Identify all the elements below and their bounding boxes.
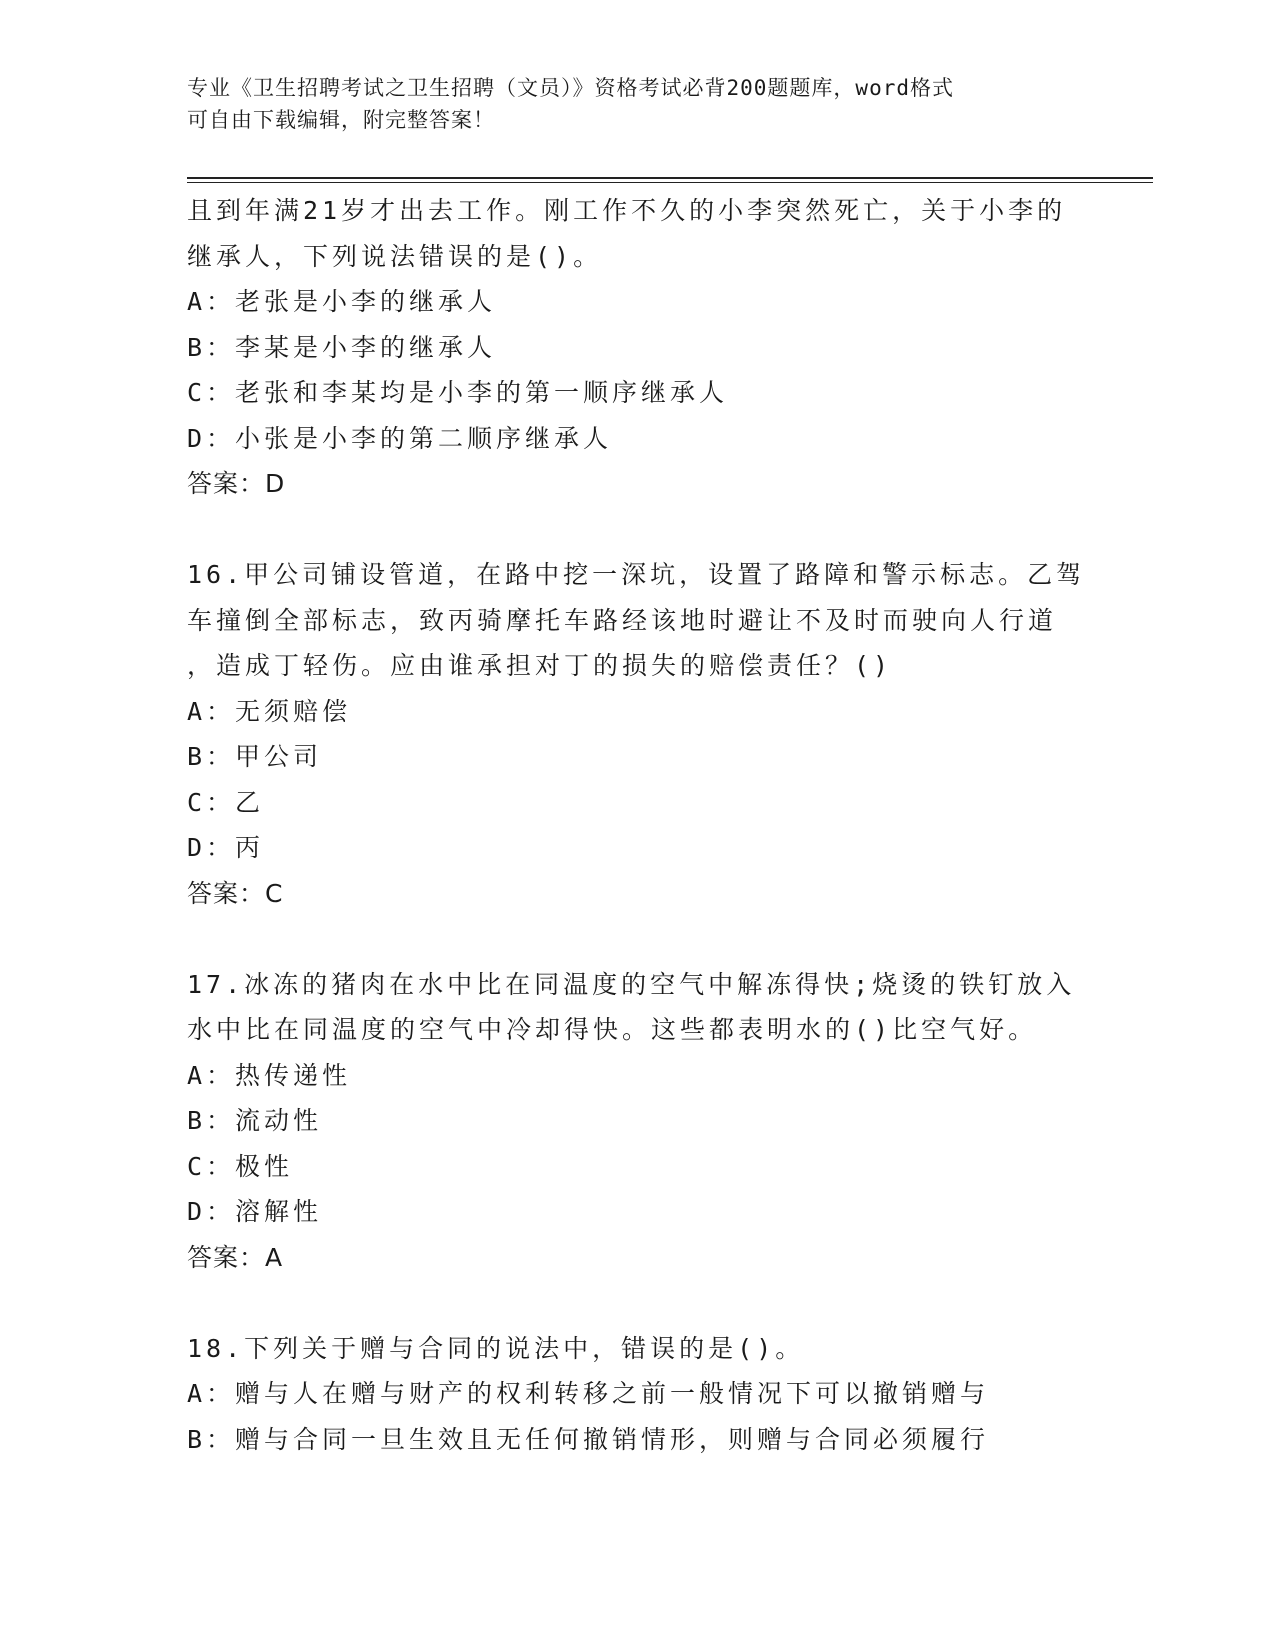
question-16 (187, 552, 1087, 916)
option-b: B：赠与合同一旦生效且无任何撤销情形，则赠与合同必须履行 (187, 1424, 990, 1454)
header-divider-thick (187, 177, 1153, 179)
question-stem-line: 车撞倒全部标志，致丙骑摩托车路经该地时避让不及时而驶向人行道 (187, 605, 1058, 635)
question-stem-line: 18.下列关于赠与合同的说法中，错误的是()。 (187, 1333, 805, 1363)
option-c: C：极性 (187, 1151, 294, 1181)
question-stem-line: ，造成丁轻伤。应由谁承担对丁的损失的赔偿责任？() (187, 651, 893, 680)
question-stem-line: 17.冰冻的猪肉在水中比在同温度的空气中解冻得快;烧烫的铁钉放入 (187, 969, 1076, 999)
question-17 (187, 962, 1087, 1281)
option-a: A：热传递性 (187, 1060, 352, 1090)
question-stem-line: 继承人，下列说法错误的是()。 (187, 241, 603, 271)
option-b: B：李某是小李的继承人 (187, 332, 497, 362)
question-list (187, 188, 1087, 1462)
option-a: A：无须赔偿 (187, 696, 352, 726)
option-d: D：小张是小李的第二顺序继承人 (187, 423, 613, 453)
option-a: A：赠与人在赠与财产的权利转移之前一般情况下可以撤销赠与 (187, 1379, 990, 1408)
header-divider-thin (187, 182, 1153, 183)
option-b: B：甲公司 (187, 742, 323, 771)
option-d: D：丙 (187, 833, 265, 862)
option-c: C：老张和李某均是小李的第一顺序继承人 (187, 378, 729, 407)
spacer (187, 916, 1087, 962)
option-b: B：流动性 (187, 1106, 323, 1135)
header-title-line-1: 专业《卫生招聘考试之卫生招聘（文员）》资格考试必背200题题库，word格式 (187, 76, 954, 100)
option-d: D：溶解性 (187, 1197, 323, 1226)
question-15 (187, 188, 1087, 507)
question-18 (187, 1326, 1087, 1463)
option-c: C：乙 (187, 787, 265, 817)
answer-line: 答案：A (187, 1242, 284, 1272)
header-title-line-2: 可自由下载编辑，附完整答案！ (187, 108, 495, 132)
spacer (187, 1280, 1087, 1326)
answer-line: 答案：D (187, 469, 286, 498)
question-stem-line: 且到年满21岁才出去工作。刚工作不久的小李突然死亡，关于小李的 (187, 196, 1067, 225)
question-stem-line: 16.甲公司铺设管道，在路中挖一深坑，设置了路障和警示标志。乙驾 (187, 560, 1086, 589)
question-stem-line: 水中比在同温度的空气中冷却得快。这些都表明水的()比空气好。 (187, 1015, 1038, 1044)
spacer (187, 507, 1087, 553)
option-a: A：老张是小李的继承人 (187, 287, 497, 316)
answer-line: 答案：C (187, 878, 284, 908)
document-header (187, 72, 1067, 136)
